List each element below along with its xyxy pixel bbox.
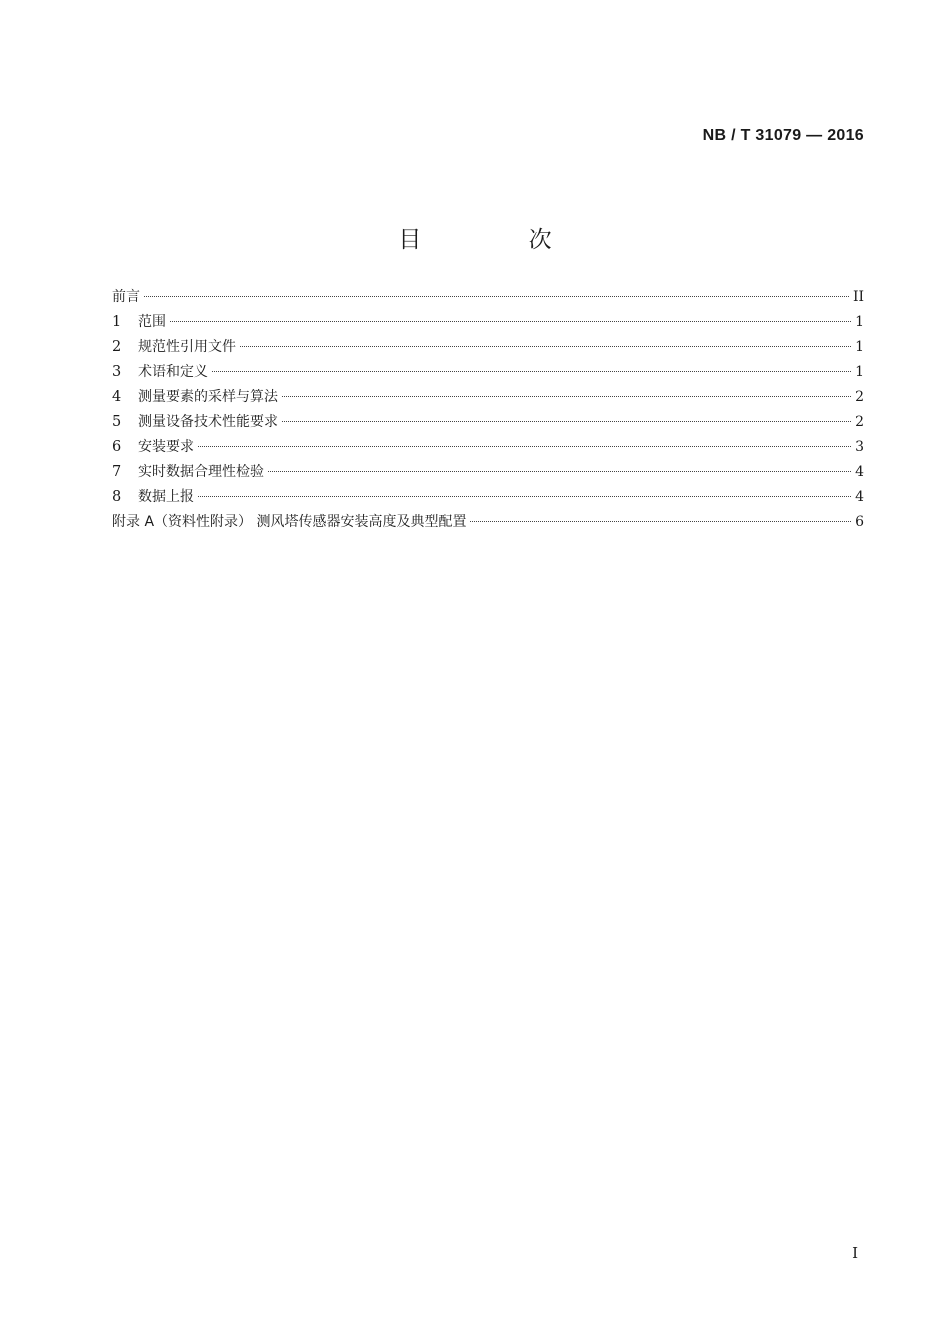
dot-leader bbox=[198, 496, 851, 497]
toc-entry-number: 8 bbox=[112, 489, 122, 505]
dot-leader bbox=[198, 446, 851, 447]
toc-entry-title: 实时数据合理性检验 bbox=[138, 464, 264, 480]
toc-title: 目 次 bbox=[398, 227, 602, 254]
toc-entry-title: 范围 bbox=[138, 314, 166, 330]
toc-entry-title: 前言 bbox=[112, 289, 140, 305]
toc-entry-title: 安装要求 bbox=[138, 439, 194, 455]
toc-entry-page: 4 bbox=[855, 464, 864, 480]
toc-entry-title: 术语和定义 bbox=[138, 364, 208, 380]
toc-entry-7[interactable] bbox=[112, 460, 864, 485]
toc-entry-number: 5 bbox=[112, 414, 122, 430]
toc-list bbox=[112, 285, 864, 535]
toc-entry-number: 2 bbox=[112, 339, 122, 355]
toc-entry-page: 3 bbox=[855, 439, 864, 455]
dot-leader bbox=[282, 421, 851, 422]
toc-entry-title: 测量要素的采样与算法 bbox=[138, 389, 278, 405]
toc-entry-title: 数据上报 bbox=[138, 489, 194, 505]
toc-entry-number: 7 bbox=[112, 464, 122, 480]
dot-leader bbox=[144, 296, 849, 297]
toc-entry-title: 测量设备技术性能要求 bbox=[138, 414, 278, 430]
toc-entry-number: 4 bbox=[112, 389, 122, 405]
toc-entry-4[interactable] bbox=[112, 385, 864, 410]
toc-entry-3[interactable] bbox=[112, 360, 864, 385]
toc-entry-title: 附录 A（资料性附录） 测风塔传感器安装高度及典型配置 bbox=[112, 514, 467, 530]
toc-entry-appendix-a[interactable] bbox=[112, 510, 864, 535]
dot-leader bbox=[212, 371, 851, 372]
dot-leader bbox=[282, 396, 851, 397]
toc-entry-8[interactable] bbox=[112, 485, 864, 510]
toc-entry-number: 3 bbox=[112, 364, 122, 380]
toc-entry-page: 6 bbox=[855, 514, 864, 530]
toc-entry-title: 规范性引用文件 bbox=[138, 339, 236, 355]
toc-entry-number: 1 bbox=[112, 314, 122, 330]
toc-entry-page: 1 bbox=[855, 364, 864, 380]
toc-entry-page: 1 bbox=[855, 339, 864, 355]
dot-leader bbox=[470, 521, 851, 522]
standard-code: NB / T 31079 — 2016 bbox=[702, 127, 864, 144]
toc-entry-page: 2 bbox=[855, 389, 864, 405]
toc-entry-page: 4 bbox=[855, 489, 864, 505]
dot-leader bbox=[170, 321, 851, 322]
toc-entry-2[interactable] bbox=[112, 335, 864, 360]
toc-entry-page: 1 bbox=[855, 314, 864, 330]
toc-entry-6[interactable] bbox=[112, 435, 864, 460]
toc-entry-1[interactable] bbox=[112, 310, 864, 335]
dot-leader bbox=[268, 471, 851, 472]
toc-entry-page: II bbox=[852, 289, 864, 305]
dot-leader bbox=[240, 346, 851, 347]
toc-entry-5[interactable] bbox=[112, 410, 864, 435]
toc-entry-foreword[interactable] bbox=[112, 285, 864, 310]
toc-entry-number: 6 bbox=[112, 439, 122, 455]
page-number: I bbox=[852, 1244, 858, 1262]
toc-entry-page: 2 bbox=[855, 414, 864, 430]
